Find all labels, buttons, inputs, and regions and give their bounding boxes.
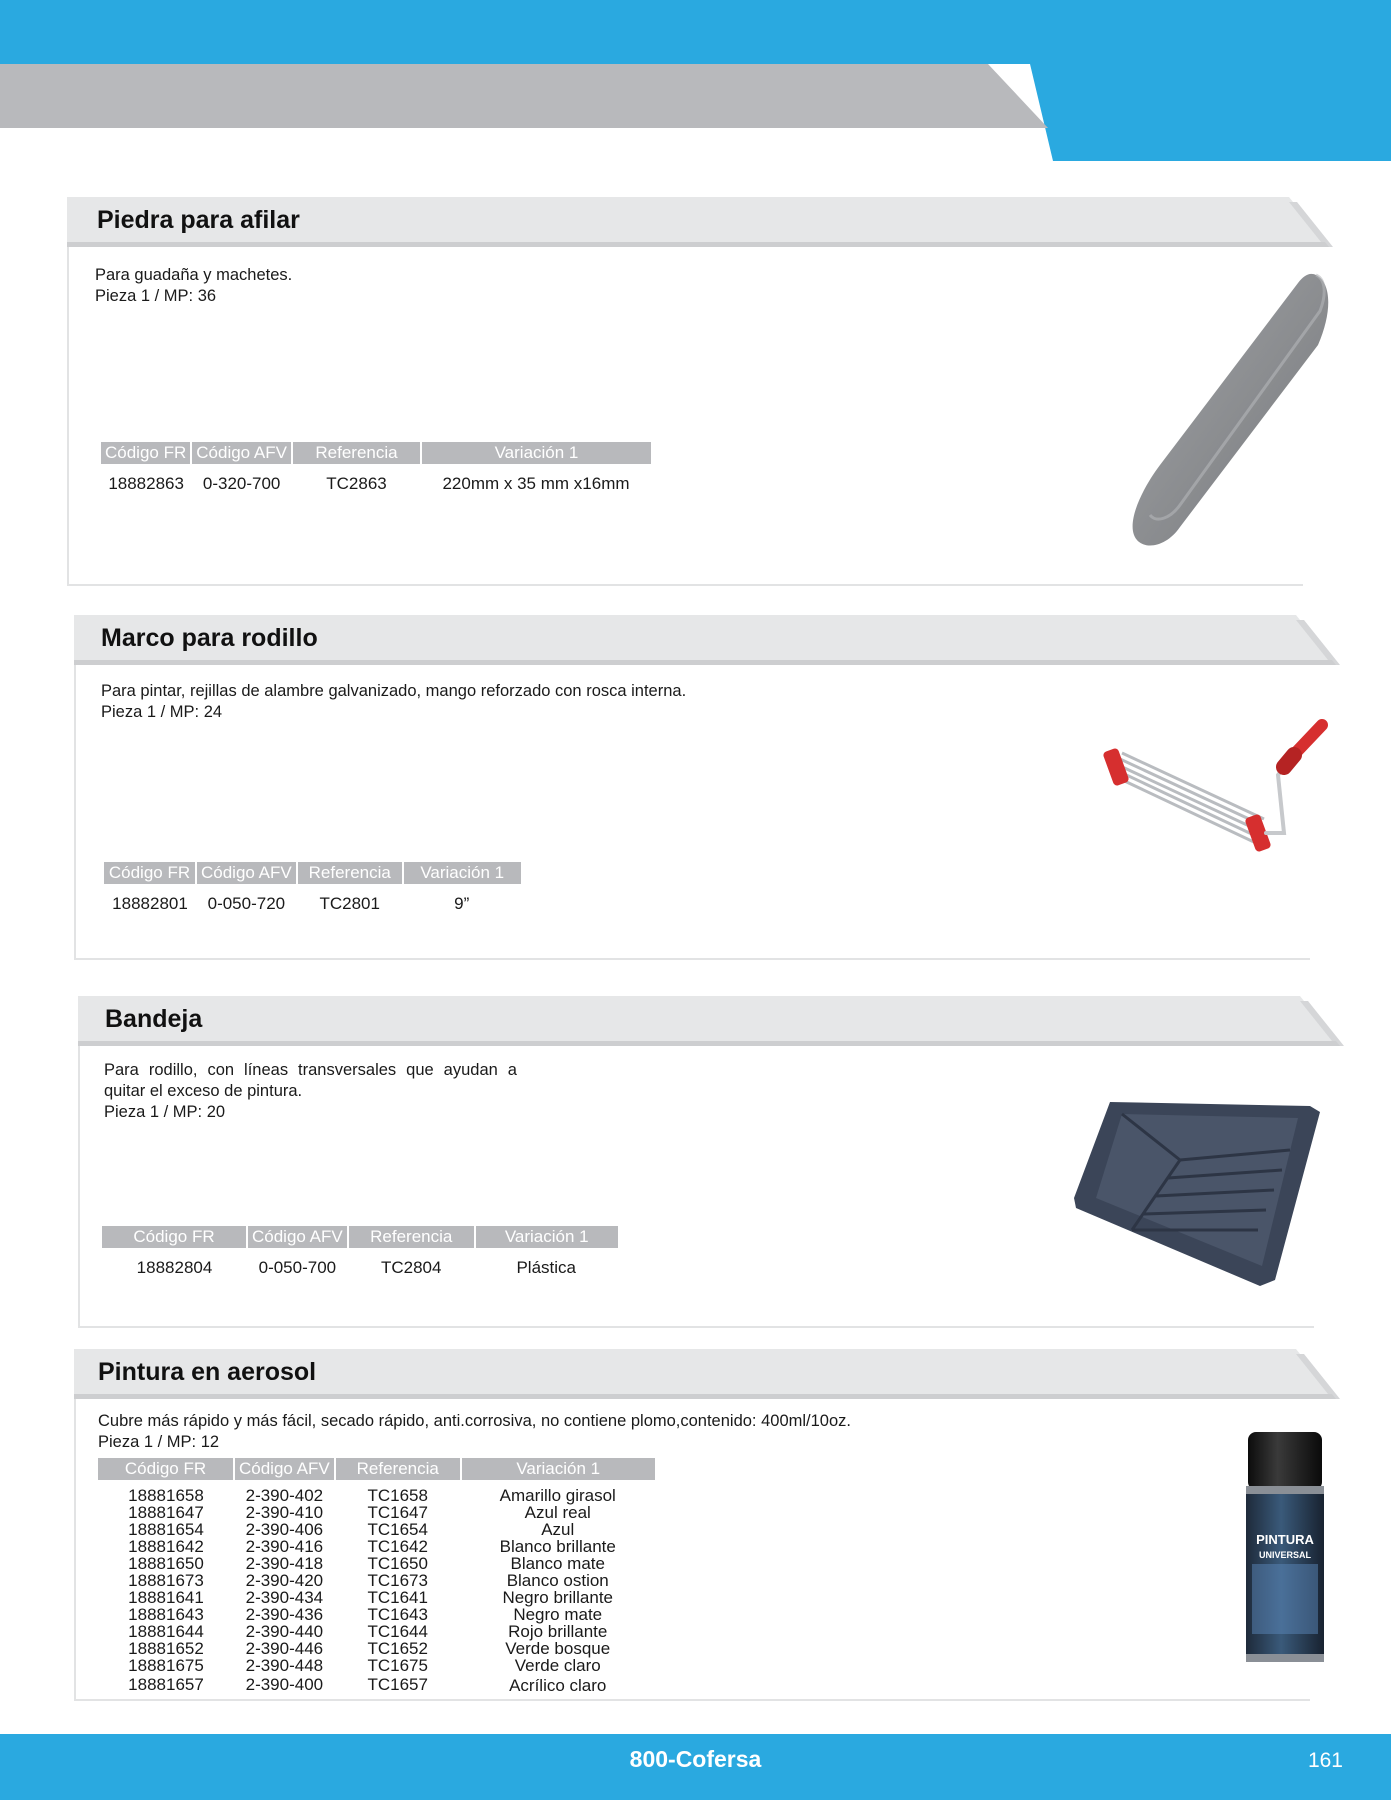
cell-referencia: TC2804 (380, 1258, 442, 1277)
cell-codigo-fr: 18881654 (128, 1520, 204, 1539)
table-row (98, 1640, 655, 1657)
cell-codigo-afv: 0-050-720 (207, 894, 286, 913)
cell-codigo-afv: 2-390-410 (245, 1503, 324, 1522)
table-row (98, 1555, 655, 1572)
product-table (101, 442, 651, 500)
product-table (104, 862, 521, 920)
cell-codigo-afv: 2-390-406 (245, 1520, 324, 1539)
column-header: Código FR (101, 442, 191, 464)
cell-variacion: Azul (541, 1520, 575, 1539)
column-header: Código FR (104, 862, 196, 884)
cell-referencia: TC1647 (367, 1503, 428, 1522)
table-row (98, 1623, 655, 1640)
cell-codigo-fr: 18882801 (112, 894, 188, 913)
column-header: Referencia (335, 1458, 461, 1480)
description-line: Para rodillo, con líneas transversales que ayudan a quitar el exceso de pintura. (104, 1061, 517, 1100)
table-row (98, 1521, 655, 1538)
description-line: Para pintar, rejillas de alambre galvanizado, mango reforzado con rosca interna. (101, 682, 687, 700)
table-row (98, 1589, 655, 1606)
description-line: Pieza 1 / MP: 20 (104, 1103, 226, 1121)
can-label-line: PINTURA (1256, 1532, 1314, 1547)
cell-variacion: Verde claro (514, 1656, 601, 1675)
product-table (102, 1226, 618, 1284)
cell-codigo-fr: 18881652 (128, 1639, 204, 1658)
column-header: Código FR (102, 1226, 247, 1248)
cell-codigo-afv: 2-390-418 (245, 1554, 324, 1573)
cell-codigo-fr: 18881673 (128, 1571, 204, 1590)
cell-codigo-afv: 2-390-420 (245, 1571, 324, 1590)
cell-codigo-afv: 2-390-440 (245, 1622, 324, 1641)
description-line: Para guadaña y machetes. (95, 266, 293, 284)
cell-referencia: TC1654 (367, 1520, 428, 1539)
cell-variacion: Amarillo girasol (499, 1486, 616, 1505)
section-header (78, 996, 1340, 1046)
column-header: Variación 1 (475, 1226, 618, 1248)
cell-codigo-fr: 18881643 (128, 1605, 204, 1624)
cell-codigo-fr: 18881675 (128, 1656, 204, 1675)
description-line: Pieza 1 / MP: 12 (98, 1433, 220, 1451)
cell-referencia: TC2801 (319, 894, 380, 913)
product-title: Marco para rodillo (101, 624, 318, 652)
paint-roller-frame-image (1100, 715, 1330, 865)
cell-variacion: 220mm x 35 mm x16mm (442, 474, 630, 493)
column-header: Referencia (292, 442, 421, 464)
cell-variacion: Azul real (524, 1503, 591, 1522)
cell-codigo-fr: 18882863 (108, 474, 184, 493)
cell-referencia: TC1650 (367, 1554, 428, 1573)
product-title: Piedra para afilar (97, 206, 300, 234)
cell-variacion: Rojo brillante (508, 1622, 608, 1641)
cell-variacion: Acrílico claro (509, 1676, 607, 1695)
table-row (102, 1248, 618, 1284)
cell-codigo-fr: 18881650 (128, 1554, 204, 1573)
cell-referencia: TC2863 (326, 474, 387, 493)
column-header: Variación 1 (421, 442, 651, 464)
cell-referencia: TC1642 (367, 1537, 428, 1556)
product-title: Pintura en aerosol (98, 1358, 317, 1386)
cell-codigo-fr: 18881641 (128, 1588, 204, 1607)
cell-codigo-afv: 0-320-700 (202, 474, 281, 493)
column-header: Variación 1 (403, 862, 521, 884)
cell-referencia: TC1673 (367, 1571, 428, 1590)
cell-codigo-fr: 18881657 (128, 1674, 204, 1694)
top-gray-band (0, 64, 1050, 128)
cell-referencia: TC1657 (367, 1674, 428, 1694)
column-header: Código AFV (191, 442, 292, 464)
cell-referencia: TC1643 (367, 1605, 428, 1624)
cell-variacion: Blanco ostion (506, 1571, 609, 1590)
cell-codigo-fr: 18881647 (128, 1503, 204, 1522)
spray-paint-can-image (1240, 1424, 1336, 1670)
cell-codigo-afv: 2-390-402 (245, 1486, 324, 1505)
cell-codigo-fr: 18881642 (128, 1537, 204, 1556)
column-header: Código AFV (247, 1226, 348, 1248)
cell-codigo-afv: 2-390-416 (245, 1537, 324, 1556)
product-section-piedra (67, 197, 1303, 586)
table-row (98, 1657, 655, 1674)
table-row (98, 1674, 655, 1694)
cell-variacion: Negro mate (513, 1605, 603, 1624)
column-header: Referencia (297, 862, 403, 884)
cell-referencia: TC1658 (367, 1486, 428, 1505)
cell-variacion: Blanco brillante (499, 1537, 616, 1556)
column-header: Código AFV (196, 862, 297, 884)
section-header-underline (74, 660, 1336, 665)
cell-codigo-afv: 2-390-436 (245, 1605, 324, 1624)
description-line: Cubre más rápido y más fácil, secado rápido, anti.corrosiva, no contiene plomo,contenido: 400ml/10oz. (98, 1412, 851, 1430)
cell-variacion: Plástica (516, 1258, 576, 1277)
cell-codigo-afv: 0-050-700 (258, 1258, 337, 1277)
description-line: Pieza 1 / MP: 36 (95, 287, 217, 305)
cell-variacion: Verde bosque (505, 1639, 611, 1658)
column-header: Referencia (348, 1226, 475, 1248)
section-header-underline (67, 242, 1329, 247)
table-row (101, 464, 651, 500)
cell-referencia: TC1652 (367, 1639, 428, 1658)
can-label-line: UNIVERSAL (1258, 1550, 1312, 1560)
table-row (98, 1572, 655, 1589)
column-header: Variación 1 (461, 1458, 655, 1480)
product-description (98, 1411, 851, 1453)
cell-codigo-fr: 18881644 (128, 1622, 204, 1641)
cell-referencia: TC1644 (367, 1622, 428, 1641)
cell-codigo-afv: 2-390-446 (245, 1639, 324, 1658)
cell-referencia: TC1675 (367, 1656, 428, 1675)
description-line: Pieza 1 / MP: 24 (101, 703, 223, 721)
page-number: 161 (1307, 1749, 1343, 1772)
product-table (98, 1458, 655, 1694)
footer-brand: 800-Cofersa (629, 1746, 762, 1772)
cell-codigo-fr: 18882804 (136, 1258, 213, 1277)
column-header: Código AFV (234, 1458, 335, 1480)
cell-variacion: Negro brillante (502, 1588, 614, 1607)
product-title: Bandeja (105, 1005, 203, 1033)
column-header: Código FR (98, 1458, 234, 1480)
product-description (101, 681, 686, 723)
sharpening-stone-image (1120, 265, 1340, 555)
section-frame (67, 197, 1303, 586)
table-row (98, 1606, 655, 1623)
table-row (104, 884, 521, 920)
cell-variacion: 9” (454, 894, 470, 913)
table-row (98, 1487, 655, 1504)
table-row (98, 1504, 655, 1521)
cell-codigo-afv: 2-390-400 (245, 1674, 324, 1694)
product-description (104, 1060, 517, 1123)
section-header-underline (78, 1041, 1340, 1046)
product-description (95, 265, 292, 307)
cell-variacion: Blanco mate (510, 1554, 605, 1573)
cell-codigo-fr: 18881658 (128, 1486, 204, 1505)
cell-codigo-afv: 2-390-434 (245, 1588, 324, 1607)
paint-tray-image (1070, 1090, 1326, 1290)
section-header-underline (74, 1394, 1336, 1399)
table-row (98, 1538, 655, 1555)
cell-codigo-afv: 2-390-448 (245, 1656, 324, 1675)
cell-referencia: TC1641 (367, 1588, 428, 1607)
